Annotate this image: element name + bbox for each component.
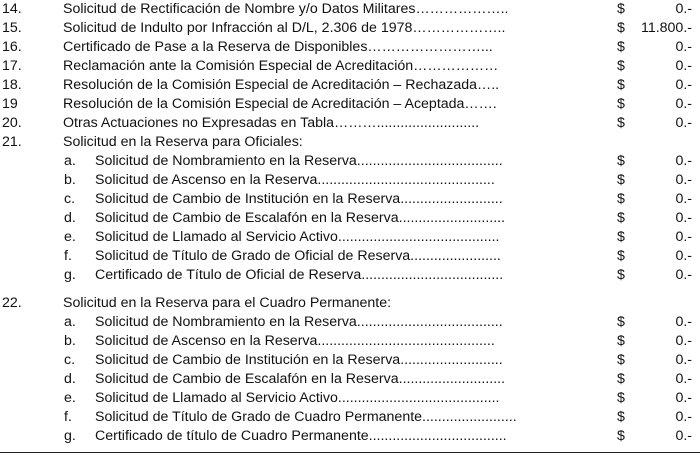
sub-item-description: Solicitud de Título de Grado de Cuadro Permanente........................ (95, 409, 517, 425)
sub-item-letter: c. (64, 191, 76, 207)
item-description: Solicitud de Rectificación de Nombre y/o Datos Militares……………….. (63, 1, 509, 17)
sub-item-row (0, 152, 700, 171)
sub-item-description: Solicitud de Cambio de Institución en la Reserva.......................... (95, 191, 503, 207)
item-amount: 0.- (675, 58, 692, 74)
item-amount: 0.- (675, 1, 692, 17)
item-number: 19 (2, 96, 18, 112)
item-amount: 0.- (675, 115, 692, 131)
currency-symbol: $ (617, 77, 625, 93)
item-amount: 0.- (675, 409, 692, 425)
fee-row (0, 0, 700, 19)
currency-symbol: $ (617, 210, 625, 226)
item-description: Otras Actuaciones no Expresadas en Tabla……….......................... (63, 115, 480, 131)
section-heading: Solicitud en la Reserva para Oficiales: (63, 134, 303, 150)
sub-item-description: Solicitud de Cambio de Institución en la Reserva.......................... (95, 352, 503, 368)
sub-item-row (0, 209, 700, 228)
item-number: 16. (2, 39, 22, 55)
sub-item-row (0, 332, 700, 351)
sub-item-row (0, 171, 700, 190)
section-heading-row (0, 294, 700, 313)
item-number: 17. (2, 58, 22, 74)
sub-item-description: Certificado de Título de Oficial de Reserva.................................... (95, 267, 504, 283)
section-heading-row (0, 133, 700, 152)
sub-item-row (0, 190, 700, 209)
item-description: Reclamación ante la Comisión Especial de Acreditación……………… (63, 58, 499, 74)
sub-item-description: Solicitud de Ascenso en la Reserva............................................. (95, 172, 495, 188)
sub-item-row (0, 370, 700, 389)
currency-symbol: $ (617, 314, 625, 330)
sub-item-row (0, 247, 700, 266)
sub-item-row (0, 351, 700, 370)
item-amount: 0.- (675, 428, 692, 444)
item-amount: 0.- (675, 172, 692, 188)
sub-item-description: Solicitud de Cambio de Escalafón en la Reserva........................... (95, 371, 506, 387)
sub-item-row (0, 266, 700, 285)
currency-symbol: $ (617, 229, 625, 245)
sub-item-letter: e. (64, 390, 76, 406)
item-amount: 0.- (675, 248, 692, 264)
sub-item-letter: f. (64, 409, 72, 425)
fee-row (0, 95, 700, 114)
item-amount: 0.- (675, 153, 692, 169)
fee-row (0, 114, 700, 133)
sub-item-row (0, 228, 700, 247)
fee-row (0, 19, 700, 38)
sub-item-letter: g. (64, 267, 76, 283)
fee-row (0, 76, 700, 95)
currency-symbol: $ (617, 428, 625, 444)
sub-item-letter: a. (64, 314, 76, 330)
sub-item-letter: g. (64, 428, 76, 444)
item-amount: 0.- (675, 371, 692, 387)
sub-item-description: Solicitud de Cambio de Escalafón en la Reserva........................... (95, 210, 506, 226)
item-number: 15. (2, 20, 22, 36)
sub-item-letter: e. (64, 229, 76, 245)
sub-item-description: Solicitud de Ascenso en la Reserva............................................. (95, 333, 495, 349)
item-amount: 0.- (675, 333, 692, 349)
item-amount: 0.- (675, 352, 692, 368)
item-number: 14. (2, 1, 22, 17)
currency-symbol: $ (617, 267, 625, 283)
currency-symbol: $ (617, 191, 625, 207)
item-number: 20. (2, 115, 22, 131)
item-amount: 0.- (675, 390, 692, 406)
sub-item-letter: b. (64, 172, 76, 188)
item-amount: 0.- (675, 210, 692, 226)
item-number: 18. (2, 77, 22, 93)
section-heading: Solicitud en la Reserva para el Cuadro Permanente: (63, 295, 392, 311)
section-number: 22. (2, 295, 22, 311)
currency-symbol: $ (617, 409, 625, 425)
sub-item-letter: d. (64, 210, 76, 226)
sub-item-letter: b. (64, 333, 76, 349)
currency-symbol: $ (617, 58, 625, 74)
item-description: Resolución de la Comisión Especial de Acreditación – Aceptada……. (63, 96, 497, 112)
sub-item-letter: d. (64, 371, 76, 387)
currency-symbol: $ (617, 352, 625, 368)
item-amount: 0.- (675, 314, 692, 330)
item-amount: 0.- (675, 267, 692, 283)
currency-symbol: $ (617, 371, 625, 387)
sub-item-description: Solicitud de Título de Grado de Oficial de Reserva....................... (95, 248, 501, 264)
item-amount: 0.- (675, 229, 692, 245)
item-description: Resolución de la Comisión Especial de Acreditación – Rechazada….. (63, 77, 500, 93)
item-description: Certificado de Pase a la Reserva de Disponibles……………………... (63, 39, 493, 55)
sub-item-description: Solicitud de Llamado al Servicio Activo......................................... (95, 390, 500, 406)
section-number: 21. (2, 134, 22, 150)
sub-item-row (0, 389, 700, 408)
currency-symbol: $ (617, 20, 625, 36)
fee-row (0, 38, 700, 57)
sub-item-letter: a. (64, 153, 76, 169)
item-amount: 0.- (675, 96, 692, 112)
bottom-divider (0, 452, 700, 453)
sub-item-letter: c. (64, 352, 76, 368)
currency-symbol: $ (617, 333, 625, 349)
sub-item-letter: f. (64, 248, 72, 264)
sub-item-row (0, 427, 700, 446)
currency-symbol: $ (617, 172, 625, 188)
fee-row (0, 57, 700, 76)
sub-item-row (0, 313, 700, 332)
sub-item-description: Solicitud de Nombramiento en la Reserva..................................... (95, 153, 503, 169)
sub-item-description: Solicitud de Llamado al Servicio Activo......................................... (95, 229, 500, 245)
sub-item-row (0, 408, 700, 427)
currency-symbol: $ (617, 1, 625, 17)
item-amount: 0.- (675, 191, 692, 207)
sub-item-description: Certificado de título de Cuadro Permanente................................... (95, 428, 507, 444)
currency-symbol: $ (617, 96, 625, 112)
currency-symbol: $ (617, 39, 625, 55)
item-amount: 0.- (675, 77, 692, 93)
currency-symbol: $ (617, 153, 625, 169)
currency-symbol: $ (617, 115, 625, 131)
item-amount: 0.- (675, 39, 692, 55)
item-amount: 11.800.- (640, 20, 692, 36)
currency-symbol: $ (617, 248, 625, 264)
item-description: Solicitud de Indulto por Infracción al D/L, 2.306 de 1978……………….. (63, 20, 506, 36)
sub-item-description: Solicitud de Nombramiento en la Reserva..................................... (95, 314, 503, 330)
currency-symbol: $ (617, 390, 625, 406)
